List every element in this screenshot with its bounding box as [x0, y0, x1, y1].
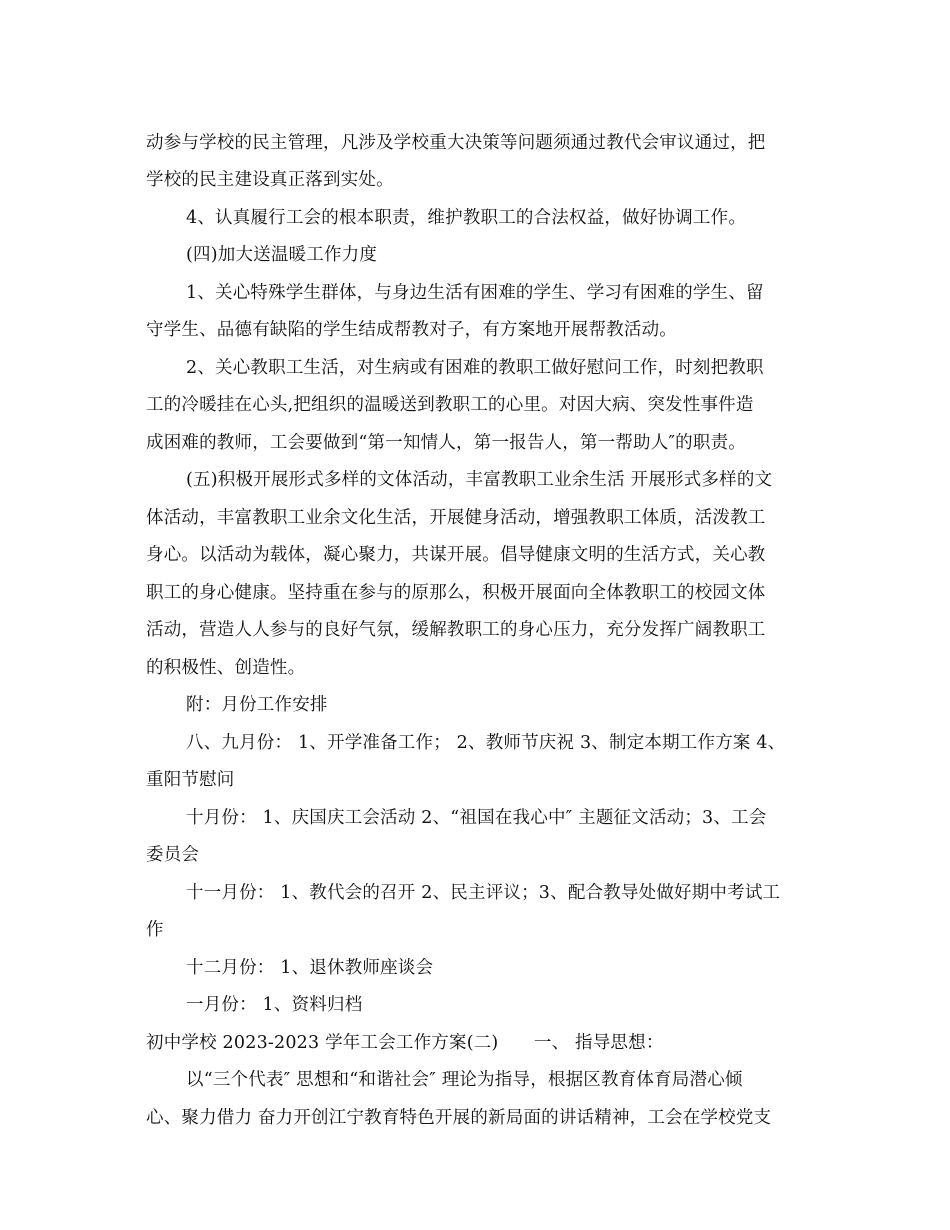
text-line: 1、关心特殊学生群体，与身边生活有困难的学生、学习有困难的学生、留 [186, 283, 764, 303]
schedule-item: 重阳节慰问 [146, 770, 235, 790]
schedule-item: 委员会 [146, 845, 200, 865]
text-line: 成困难的教师，工会要做到“第一知情人，第一报告人，第一帮助人″的职责。 [146, 433, 746, 453]
text-line: 心、聚力借力 奋力开创江宁教育特色开展的新局面的讲话精神，工会在学校党支 [146, 1108, 772, 1128]
section-heading: (五)积极开展形式多样的文体活动，丰富教职工业余生活 开展形式多样的文 [186, 470, 773, 490]
text-line: 活动，营造人人参与的良好气氛，缓解教职工的身心压力，充分发挥广阔教职工 [146, 620, 766, 640]
text-line: 学校的民主建设真正落到实处。 [146, 170, 394, 190]
text-line: 工的冷暖挂在心头,把组织的温暖送到教职工的心里。对因大病、突发性事件造 [146, 395, 754, 415]
text-line: 守学生、品德有缺陷的学生结成帮教对子，有方案地开展帮教活动。 [146, 320, 677, 340]
schedule-item: 十月份： 1、庆国庆工会活动 2、“祖国在我心中″ 主题征文活动；3、工会 [186, 808, 767, 828]
text-line: 2、关心教职工生活，对生病或有困难的教职工做好慰问工作，时刻把教职 [186, 358, 764, 378]
text-line: 动参与学校的民主管理，凡涉及学校重大决策等问题须通过教代会审议通过，把 [146, 133, 766, 153]
text-line: 身心。以活动为载体，凝心聚力，共谋开展。倡导健康文明的生活方式，关心教 [146, 545, 766, 565]
text-line: 职工的身心健康。坚持重在参与的原那么，积极开展面向全体教职工的校园文体 [146, 583, 766, 603]
text-line: 4、认真履行工会的根本职责，维护教职工的合法权益，做好协调工作。 [186, 208, 747, 228]
schedule-item: 一月份： 1、资料归档 [186, 995, 363, 1015]
section-heading: (四)加大送温暖工作力度 [186, 245, 378, 265]
schedule-item: 八、九月份： 1、开学准备工作； 2、教师节庆祝 3、制定本期工作方案 4、 [186, 733, 786, 753]
schedule-item: 作 [146, 920, 164, 940]
text-line: 以“三个代表″ 思想和“和谐社会″ 理论为指导，根据区教育体育局潜心倾 [186, 1070, 743, 1090]
text-line: 体活动，丰富教职工业余文化生活，开展健身活动，增强教职工体质，活泼教工 [146, 508, 766, 528]
schedule-item: 十一月份： 1、教代会的召开 2、民主评议；3、配合教导处做好期中考试工 [186, 883, 781, 903]
document-title: 初中学校 2023-2023 学年工会工作方案(二) 一、 指导思想： [146, 1033, 664, 1053]
schedule-item: 十二月份： 1、退休教师座谈会 [186, 958, 434, 978]
text-line: 的积极性、创造性。 [146, 658, 306, 678]
appendix-heading: 附：月份工作安排 [186, 695, 328, 715]
